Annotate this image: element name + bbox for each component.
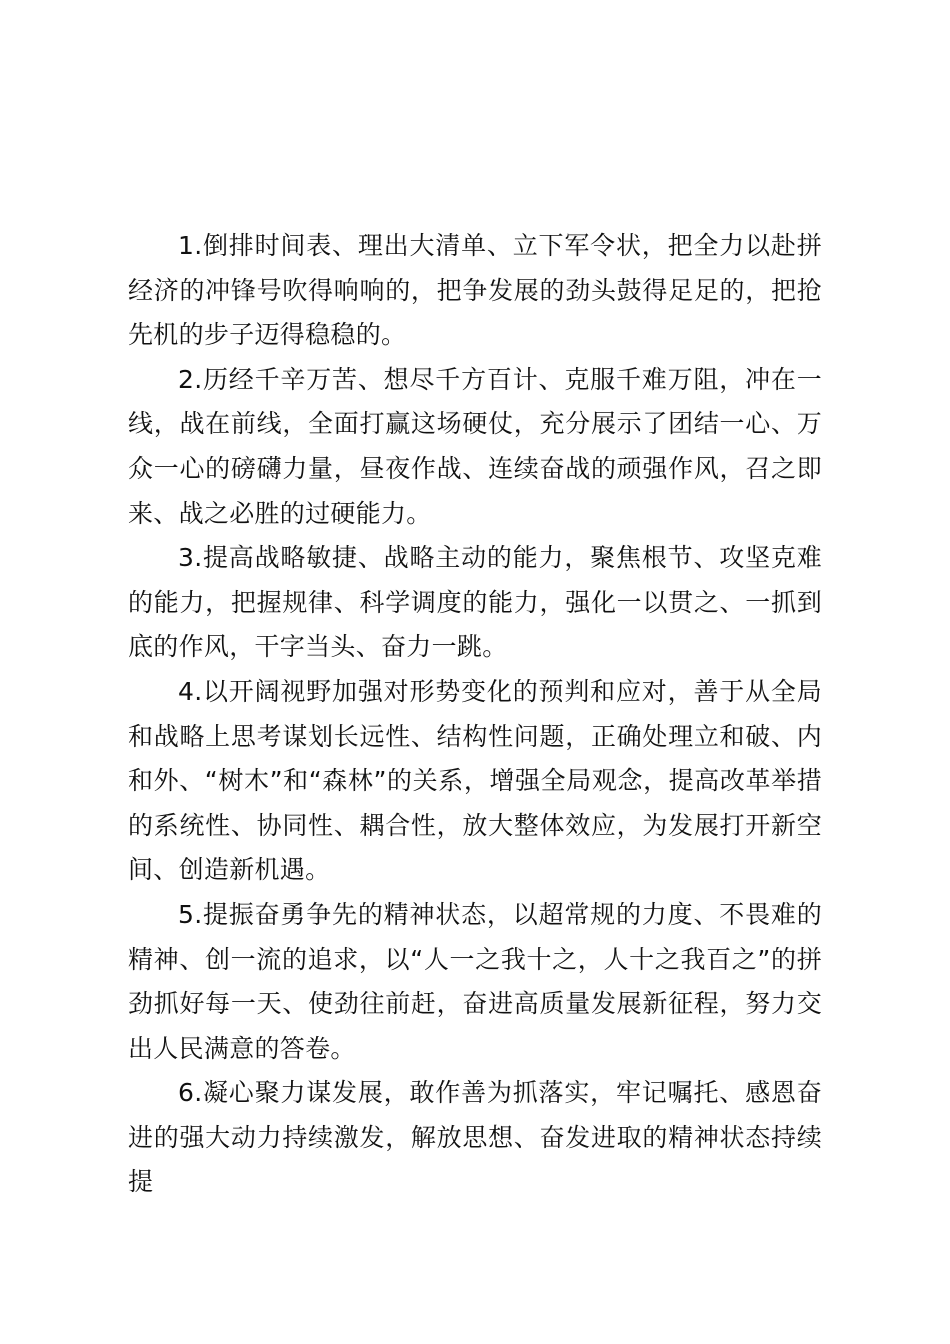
paragraph-6: 6.凝心聚力谋发展，敢作善为抓落实，牢记嘱托、感恩奋进的强大动力持续激发，解放思想、奋发进取的精神状态持续提 <box>128 1078 822 1197</box>
paragraph-4: 4.以开阔视野加强对形势变化的预判和应对，善于从全局和战略上思考谋划长远性、结构性问题，正确处理立和破、内和外、“树木”和“森林”的关系，增强全局观念，提高改革举措的系统性、协同性、耦合性，放大整体效应，为发展打开新空间、创造新机遇。 <box>128 676 822 885</box>
paragraph-5: 5.提振奋勇争先的精神状态，以超常规的力度、不畏难的精神、创一流的追求，以“人一之我十之，人十之我百之”的拼劲抓好每一天、使劲往前赶，奋进高质量发展新征程，努力交出人民满意的答卷。 <box>128 899 822 1063</box>
paragraph-3: 3.提高战略敏捷、战略主动的能力，聚焦根节、攻坚克难的能力，把握规律、科学调度的能力，强化一以贯之、一抓到底的作风，干字当头、奋力一跳。 <box>128 543 822 662</box>
document-body <box>128 224 822 1205</box>
paragraph-1: 1.倒排时间表、理出大清单、立下军令状，把全力以赴拼经济的冲锋号吹得响响的，把争发展的劲头鼓得足足的，把抢先机的步子迈得稳稳的。 <box>128 231 822 350</box>
paragraph-2: 2.历经千辛万苦、想尽千方百计、克服千难万阻，冲在一线，战在前线，全面打赢这场硬仗，充分展示了团结一心、万众一心的磅礴力量，昼夜作战、连续奋战的顽强作风，召之即来、战之必胜的过硬能力。 <box>128 364 822 528</box>
